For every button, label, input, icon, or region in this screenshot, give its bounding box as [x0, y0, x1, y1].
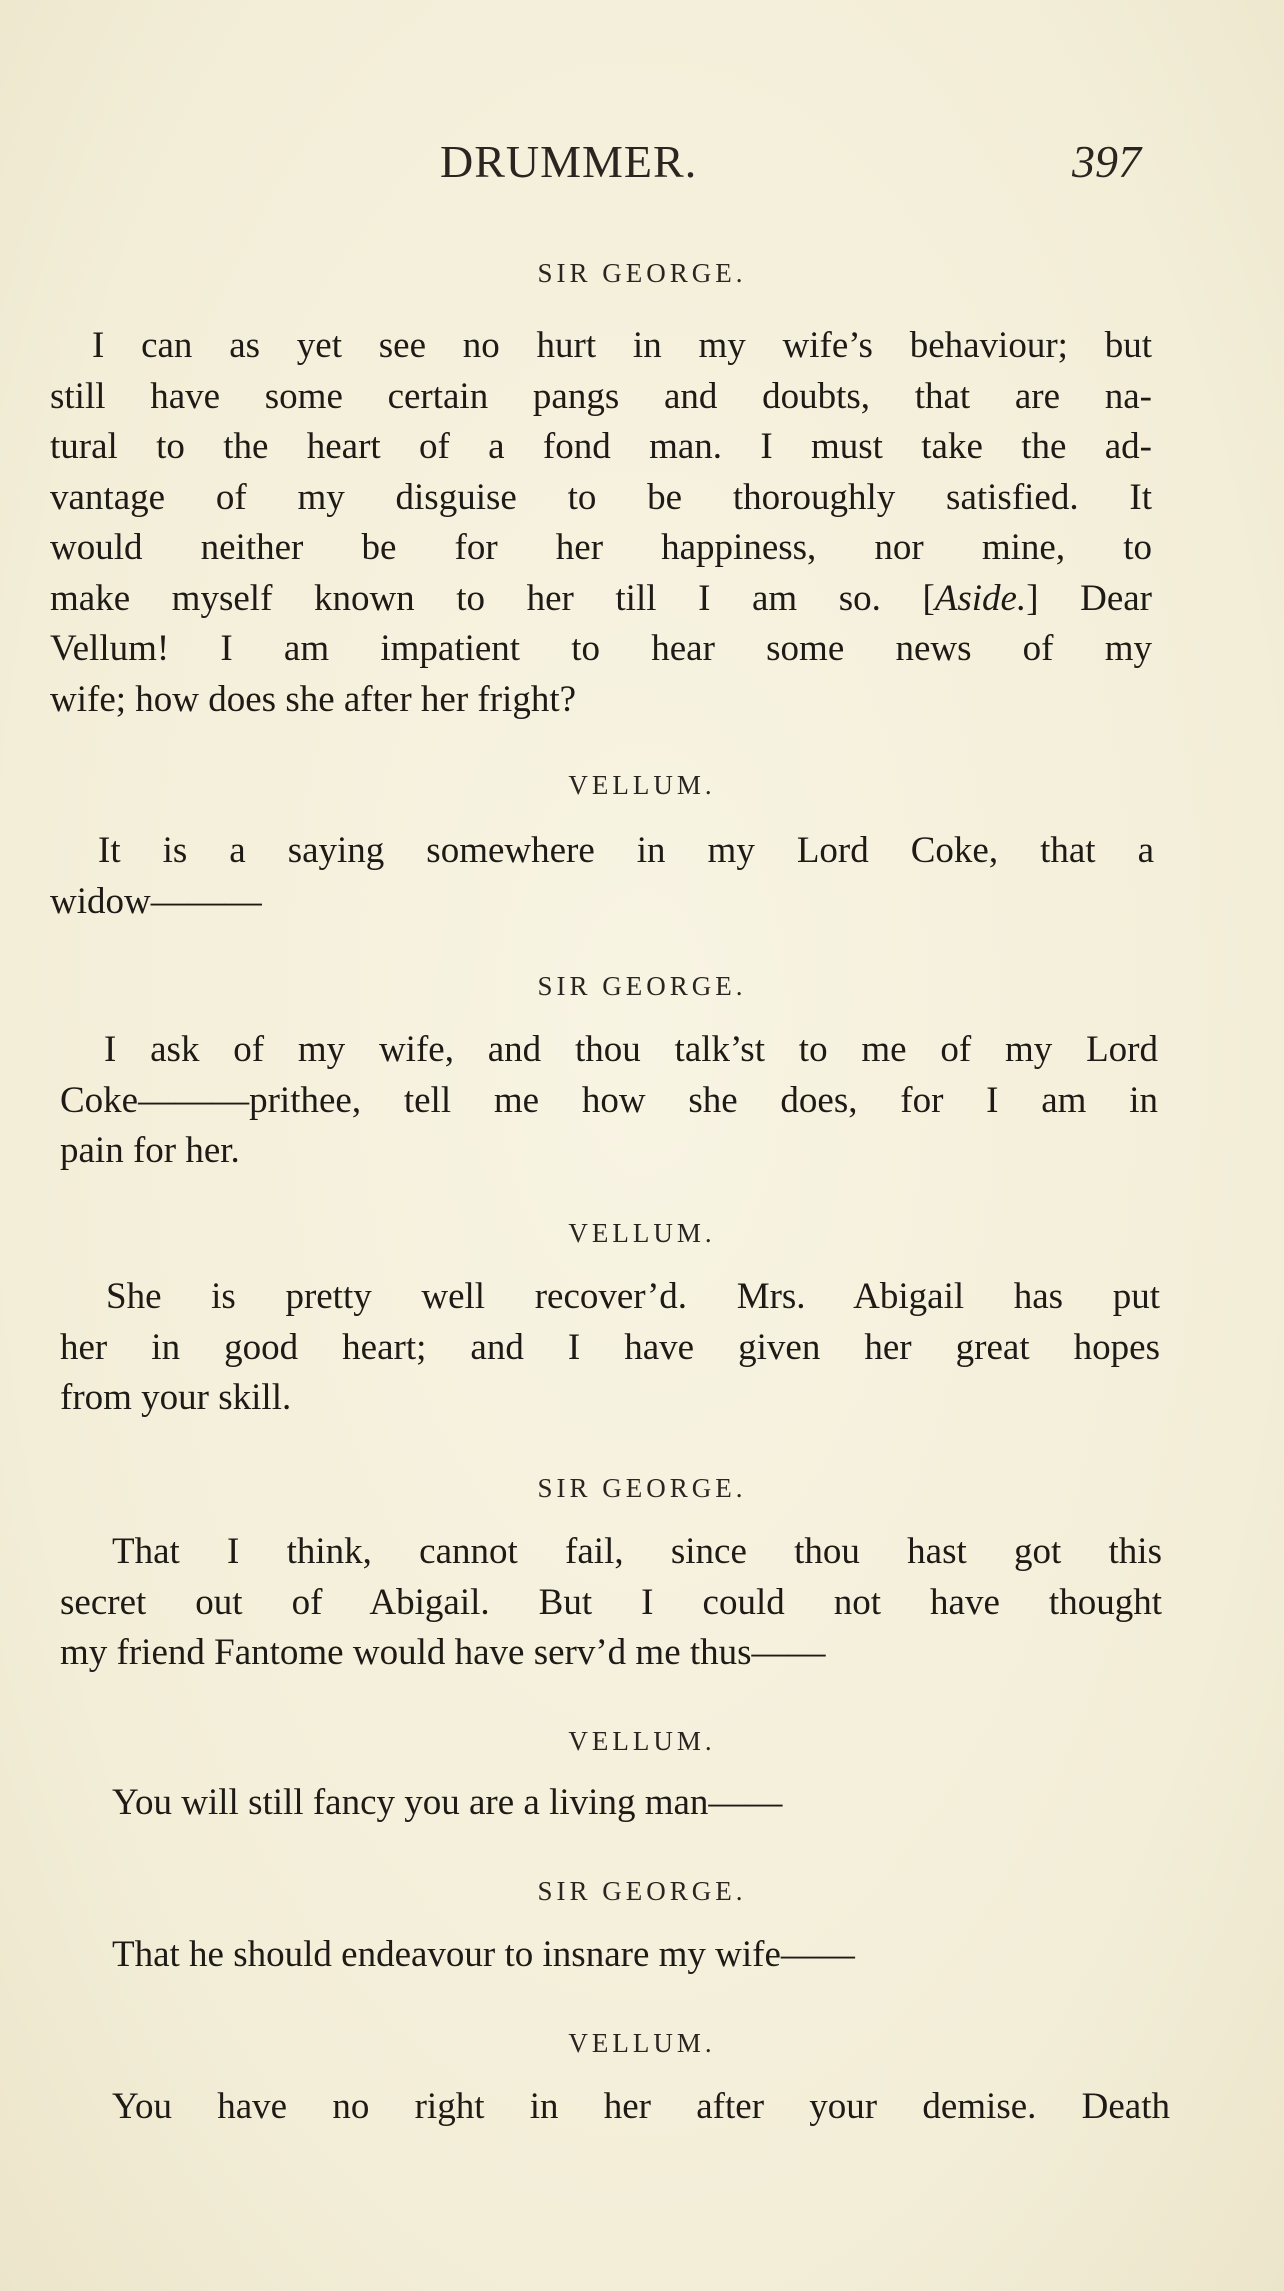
- speech-line: She is pretty well recover’d. Mrs. Abigail has put: [106, 1276, 1160, 1317]
- speech-block: [112, 1930, 1152, 1981]
- speaker-heading: VELLUM.: [568, 1726, 716, 1756]
- speech-block: [112, 2082, 1170, 2133]
- speech-line: Coke———prithee, tell me how she does, for I am in: [60, 1079, 1158, 1121]
- speech-block: [60, 1272, 1160, 1424]
- stage-direction: Aside.: [934, 577, 1027, 619]
- speech-line: widow———: [50, 880, 262, 922]
- speech-block: [60, 1527, 1162, 1679]
- speaker-heading: SIR GEORGE.: [537, 1876, 747, 1906]
- stage-direction-close: ]: [1026, 577, 1039, 619]
- speech-line: wife; how does she after her fright?: [50, 678, 577, 720]
- speech-line: You will still fancy you are a living man——: [112, 1782, 783, 1823]
- speech-line: secret out of Abigail. But I could not have thought: [60, 1581, 1162, 1623]
- speech-line: still have some certain pangs and doubts, that are na-: [50, 375, 1152, 417]
- speech-line: [50, 574, 1152, 625]
- speech-line: That I think, cannot fail, since thou hast got this: [112, 1531, 1162, 1572]
- speech-line: her in good heart; and I have given her great hopes: [60, 1326, 1160, 1368]
- running-head: DRUMMER.: [440, 136, 698, 187]
- speaker-heading: VELLUM.: [568, 2028, 716, 2058]
- speech-line: You have no right in her after your demise. Death: [112, 2086, 1170, 2127]
- speech-line: Vellum! I am impatient to hear some news of my: [50, 628, 1152, 669]
- speech-text: Dear: [1080, 577, 1152, 619]
- speech-line: tural to the heart of a fond man. I must take the ad-: [50, 426, 1152, 467]
- speaker-heading: SIR GEORGE.: [537, 1473, 747, 1503]
- speech-line: That he should endeavour to insnare my wife——: [112, 1934, 855, 1975]
- speaker-heading: SIR GEORGE.: [537, 258, 747, 288]
- speech-line: from your skill.: [60, 1377, 292, 1418]
- speech-line: vantage of my disguise to be thoroughly satisfied. It: [50, 476, 1152, 518]
- speech-line: would neither be for her happiness, nor mine, to: [50, 527, 1152, 568]
- speech-line: I ask of my wife, and thou talk’st to me of my Lord: [104, 1029, 1158, 1070]
- speaker-heading: SIR GEORGE.: [537, 971, 747, 1001]
- speech-block: [50, 321, 1152, 725]
- speaker-heading: VELLUM.: [568, 770, 716, 800]
- page-number: 397: [1072, 136, 1141, 187]
- stage-direction-open: [: [922, 577, 935, 619]
- speech-block: [50, 826, 1154, 927]
- speech-line: pain for her.: [60, 1130, 240, 1171]
- speech-line: It is a saying somewhere in my Lord Coke, that a: [98, 830, 1154, 871]
- speech-block: [60, 1025, 1158, 1177]
- speech-line: I can as yet see no hurt in my wife’s behaviour; but: [92, 325, 1152, 366]
- page-header: [0, 135, 1284, 195]
- speech-block: [112, 1778, 1112, 1829]
- speaker-heading: VELLUM.: [568, 1218, 716, 1248]
- speech-text: make myself known to her till I am so.: [50, 577, 881, 619]
- speech-line: my friend Fantome would have serv’d me thus——: [60, 1632, 826, 1673]
